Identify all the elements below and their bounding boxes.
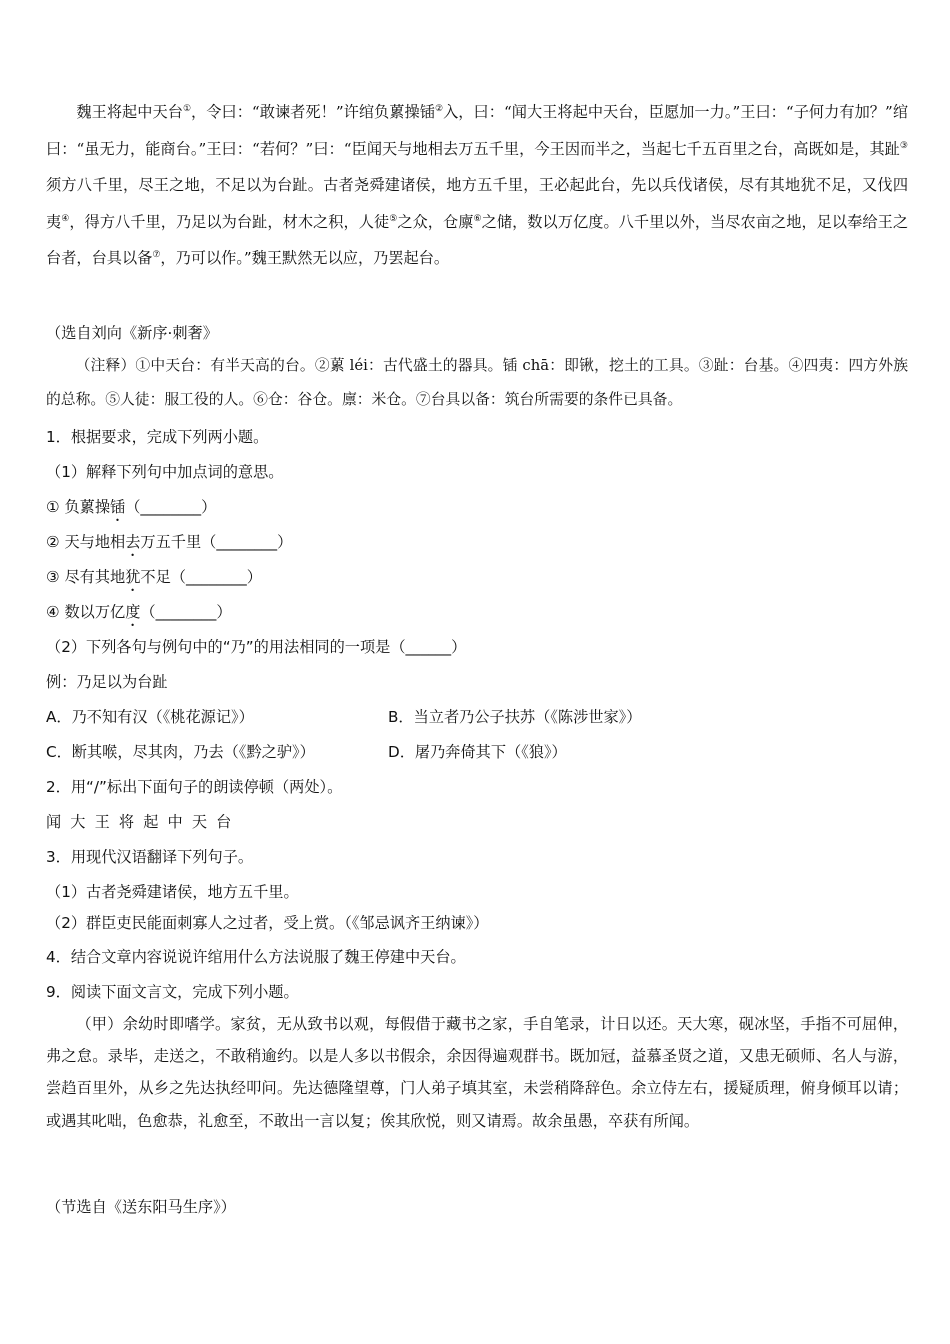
question-1-title: 1．根据要求，完成下列两小题。 [46, 428, 269, 446]
question-2-title: 2．用“/”标出下面句子的朗读停顿（两处）。 [46, 778, 343, 796]
question-2-sentence: 闻大王将起中天台 [46, 813, 241, 831]
q1-item-2: ② 天与地相去万五千里（________） [46, 533, 293, 551]
question-3-title: 3．用现代汉语翻译下列句子。 [46, 848, 254, 866]
option-b: B．当立者乃公子扶苏（《陈涉世家》） [388, 708, 642, 726]
question-1-sub-1: （1）解释下列句中加点词的意思。 [46, 463, 284, 481]
option-c: C．断其喉，尽其肉，乃去（《黔之驴》） [46, 743, 315, 761]
q1-item-4: ④ 数以万亿度（________） [46, 603, 232, 621]
question-9-title: 9．阅读下面文言文，完成下列小题。 [46, 983, 299, 1001]
source-citation-1: （选自刘向《新序·刺奢》 [46, 324, 218, 342]
option-a: A．乃不知有汉（《桃花源记》） [46, 708, 254, 726]
q1-item-3: ③ 尽有其地犹不足（________） [46, 568, 262, 586]
source-citation-2: （节选自《送东阳马生序》） [46, 1198, 236, 1216]
question-3-sentence-1: （1）古者尧舜建诸侯，地方五千里。 [46, 883, 299, 901]
annotations: （注释）①中天台：有半天高的台。②蔂 léi：古代盛土的器具。锸 chā：即锹，挖土的工具。③趾：台基。④四夷：四方外族的总称。⑤人徒：服工役的人。⑥仓：谷仓。廪：米仓。⑦台具以备：筑台所需要的条件已具备。 [46, 357, 908, 408]
question-3-sentence-2: （2）群臣吏民能面刺寡人之过者，受上赏。（《邹忌讽齐王纳谏》） [46, 914, 489, 932]
passage-wei-wang: 魏王将起中天台①，令曰：“敢谏者死！”许绾负蔂操锸②入，曰：“闻大王将起中天台，臣愿加一力。”王曰：“子何力有加？”绾曰：“虽无力，能商台。”王曰：“若何？”曰：“臣闻天与地相去万五千里，今王因而半之，当起七千五百里之台，高既如是，其趾③须方八千里，尽王之地，不足以为台趾。古者尧舜建诸侯，地方五千里，王必起此台，先以兵伐诸侯，尽有其地犹不足，又伐四夷④，得方八千里，乃足以为台趾，材木之积，人徒⑤之众，仓廪⑥之储，数以万亿度。八千里以外，当尽农亩之地，足以奉给王之台者，台具以备⑦，乃可以作。”魏王默然无以应，乃罢起台。 [46, 103, 909, 268]
q1-item-1: ① 负蔂操锸（________） [46, 498, 217, 516]
question-1-example: 例：乃足以为台趾 [46, 673, 168, 691]
question-4: 4．结合文章内容说说许绾用什么方法说服了魏王停建中天台。 [46, 948, 466, 966]
option-d: D．屠乃奔倚其下（《狼》） [388, 743, 567, 761]
passage-song-dongyang: （甲）余幼时即嗜学。家贫，无从致书以观，每假借于藏书之家，手自笔录，计日以还。天大寒，砚冰坚，手指不可屈伸，弗之怠。录毕，走送之，不敢稍逾约。以是人多以书假余，余因得遍观群书。既加冠，益慕圣贤之道，又患无硕师、名人与游，尝趋百里外，从乡之先达执经叩问。先达德隆望尊，门人弟子填其室，未尝稍降辞色。余立侍左右，援疑质理，俯身倾耳以请；或遇其叱咄，色愈恭，礼愈至，不敢出一言以复；俟其欣悦，则又请焉。故余虽愚，卒获有所闻。 [46, 1015, 908, 1130]
question-1-sub-2: （2）下列各句与例句中的“乃”的用法相同的一项是（______） [46, 638, 467, 656]
